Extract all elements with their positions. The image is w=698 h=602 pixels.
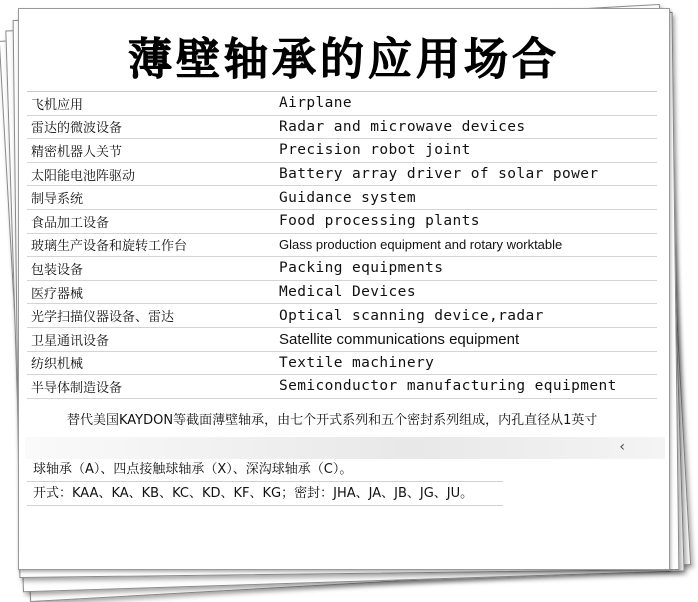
row-cn-label: 光学扫描仪器设备、雷达	[31, 310, 175, 326]
row-cn-label: 医疗器械	[31, 286, 84, 302]
row-cn-label: 半导体制造设备	[31, 380, 123, 396]
table-row	[27, 92, 657, 116]
row-cn-label: 玻璃生产设备和旋转工作台	[31, 239, 188, 255]
row-cn-label: 纺织机械	[31, 357, 84, 373]
row-cn-label: 食品加工设备	[31, 215, 110, 231]
table-row	[27, 116, 657, 140]
table-row	[27, 210, 657, 234]
row-cn-label: 包装设备	[31, 262, 84, 278]
row-en-label: Precision robot joint	[279, 142, 471, 159]
kaydon-note: 替代美国KAYDON等截面薄壁轴承，由七个开式系列和五个密封系列组成，内孔直径从1英寸	[67, 413, 598, 428]
chevron-icon: ‹	[619, 439, 625, 455]
row-en-label: Food processing plants	[279, 213, 480, 230]
row-en-label: Battery array driver of solar power	[279, 166, 599, 183]
row-cn-label: 卫星通讯设备	[31, 333, 110, 349]
row-en-label: Packing equipments	[279, 260, 444, 277]
page-title: 薄壁轴承的应用场合	[128, 34, 560, 85]
faded-row	[25, 437, 665, 459]
application-table	[27, 91, 657, 399]
row-en-label: Medical Devices	[279, 284, 416, 301]
row-en-label: Semiconductor manufacturing equipment	[279, 378, 617, 395]
row-en-label: Optical scanning device,radar	[279, 307, 544, 324]
row-en-label: Glass production equipment and rotary worktable	[279, 237, 563, 253]
row-en-label: Satellite communications equipment	[279, 330, 520, 348]
table-row	[27, 352, 657, 376]
table-row	[27, 186, 657, 210]
row-en-label: Guidance system	[279, 189, 416, 206]
table-row	[27, 139, 657, 163]
table-row	[27, 163, 657, 187]
document-page	[18, 8, 670, 570]
row-en-label: Radar and microwave devices	[279, 118, 526, 135]
table-row	[27, 257, 657, 281]
series-codes-line: 开式：KAA、KA、KB、KC、KD、KF、KG；密封：JHA、JA、JB、JG、JU。	[27, 483, 503, 506]
row-cn-label: 太阳能电池阵驱动	[31, 168, 136, 184]
row-en-label: Textile machinery	[279, 354, 435, 371]
row-cn-label: 精密机器人关节	[31, 144, 123, 160]
row-en-label: Airplane	[279, 95, 353, 112]
row-cn-label: 飞机应用	[31, 97, 84, 113]
table-row	[27, 328, 657, 352]
table-row	[27, 234, 657, 258]
row-cn-label: 雷达的微波设备	[31, 121, 123, 137]
table-row	[27, 375, 657, 399]
table-row	[27, 281, 657, 305]
row-cn-label: 制导系统	[31, 192, 84, 208]
bearing-types-line: 球轴承（A）、四点接触球轴承（X）、深沟球轴承（C）。	[27, 459, 503, 482]
table-row	[27, 304, 657, 328]
